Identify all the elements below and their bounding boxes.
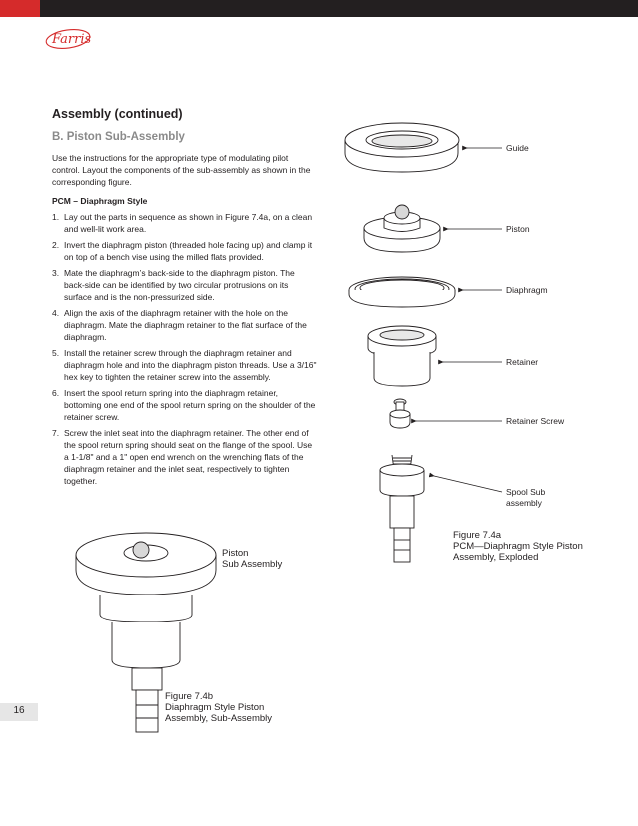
label-piston: Piston [506, 224, 530, 234]
label-b-line2: Sub Assembly [222, 559, 283, 570]
step-text: Insert the spool return spring into the diaphragm retainer, bottoming one end of the spool return spring on the shoulder of the retainer screw. [64, 388, 316, 422]
label-piston-subassembly [222, 548, 282, 570]
spool-subassembly-part-icon [380, 455, 424, 562]
step-number: 3. [52, 268, 60, 278]
step-text: Invert the diaphragm piston (threaded hole facing up) and clamp it on top of a bench vise using the milled flats provided. [64, 240, 313, 262]
label-diaphragm: Diaphragm [506, 285, 548, 295]
label-b-line1: Piston [222, 548, 249, 559]
svg-text:Farris: Farris [52, 32, 92, 47]
caption-a-line3: Assembly, Exploded [453, 552, 539, 563]
page-number: 16 [13, 705, 25, 716]
guide-part-icon [345, 123, 459, 172]
leader-lines [416, 148, 502, 492]
caption-b-line2: Diaphragm Style Piston [165, 702, 265, 713]
figure-7-4a-caption [453, 530, 583, 563]
label-spool-subassembly [506, 487, 545, 509]
step-text: Mate the diaphragm’s back-side to the diaphragm piston. The back-side can be identified by two circular protrusions on its surface and is the non-pressurized side. [64, 268, 295, 302]
label-spool-line1: Spool Sub [506, 487, 546, 497]
caption-a-line2: PCM—Diaphragm Style Piston [453, 541, 583, 552]
label-retainer: Retainer [506, 357, 539, 367]
step-text: Lay out the parts in sequence as shown in Figure 7.4a, on a clean and well-lit work area. [64, 212, 313, 234]
label-guide: Guide [506, 143, 529, 153]
step-number: 4. [52, 308, 60, 318]
step-text: Align the axis of the diaphragm retainer with the hole on the diaphragm. Mate the diaphragm retainer to the flat surface of the diaphragm. [64, 308, 307, 342]
subsection-title: B. Piston Sub-Assembly [52, 131, 185, 143]
label-retainer-screw: Retainer Screw [506, 416, 565, 426]
retainer-part-icon [368, 326, 436, 386]
caption-b-line3: Assembly, Sub-Assembly [165, 713, 272, 724]
label-spool-line2: assembly [506, 498, 542, 508]
step-text: Screw the inlet seat into the diaphragm retainer. The other end of the spool return spring should seat on the flange of the spool. Use a 1-1/8" and a 1" open end wrench on the wrenching flats of the diaphragm retainer and the inlet seat, respectively to tighten together. [64, 428, 313, 486]
pcm-heading: PCM – Diaphragm Style [52, 196, 148, 206]
step-text: Install the retainer screw through the diaphragm retainer and diaphragm hole and into the diaphragm piston threads. Use a 3/16" hex key to tighten the retainer screw into the assembly. [64, 348, 317, 382]
step-number: 6. [52, 388, 60, 398]
step-number: 7. [52, 428, 60, 438]
step-number: 1. [52, 212, 60, 222]
caption-b-line1: Figure 7.4b [165, 691, 214, 702]
piston-part-icon [364, 205, 440, 252]
section-title: Assembly (continued) [52, 107, 183, 121]
caption-a-line1: Figure 7.4a [453, 530, 502, 541]
figure-7-4b-caption [165, 691, 272, 724]
step-number: 5. [52, 348, 60, 358]
diaphragm-part-icon [349, 277, 455, 307]
intro-paragraph: Use the instructions for the appropriate type of modulating pilot control. Layout the components of the sub-assembly as shown in the corresponding figure. [52, 153, 311, 187]
retainer-screw-part-icon [390, 399, 410, 428]
step-number: 2. [52, 240, 60, 250]
